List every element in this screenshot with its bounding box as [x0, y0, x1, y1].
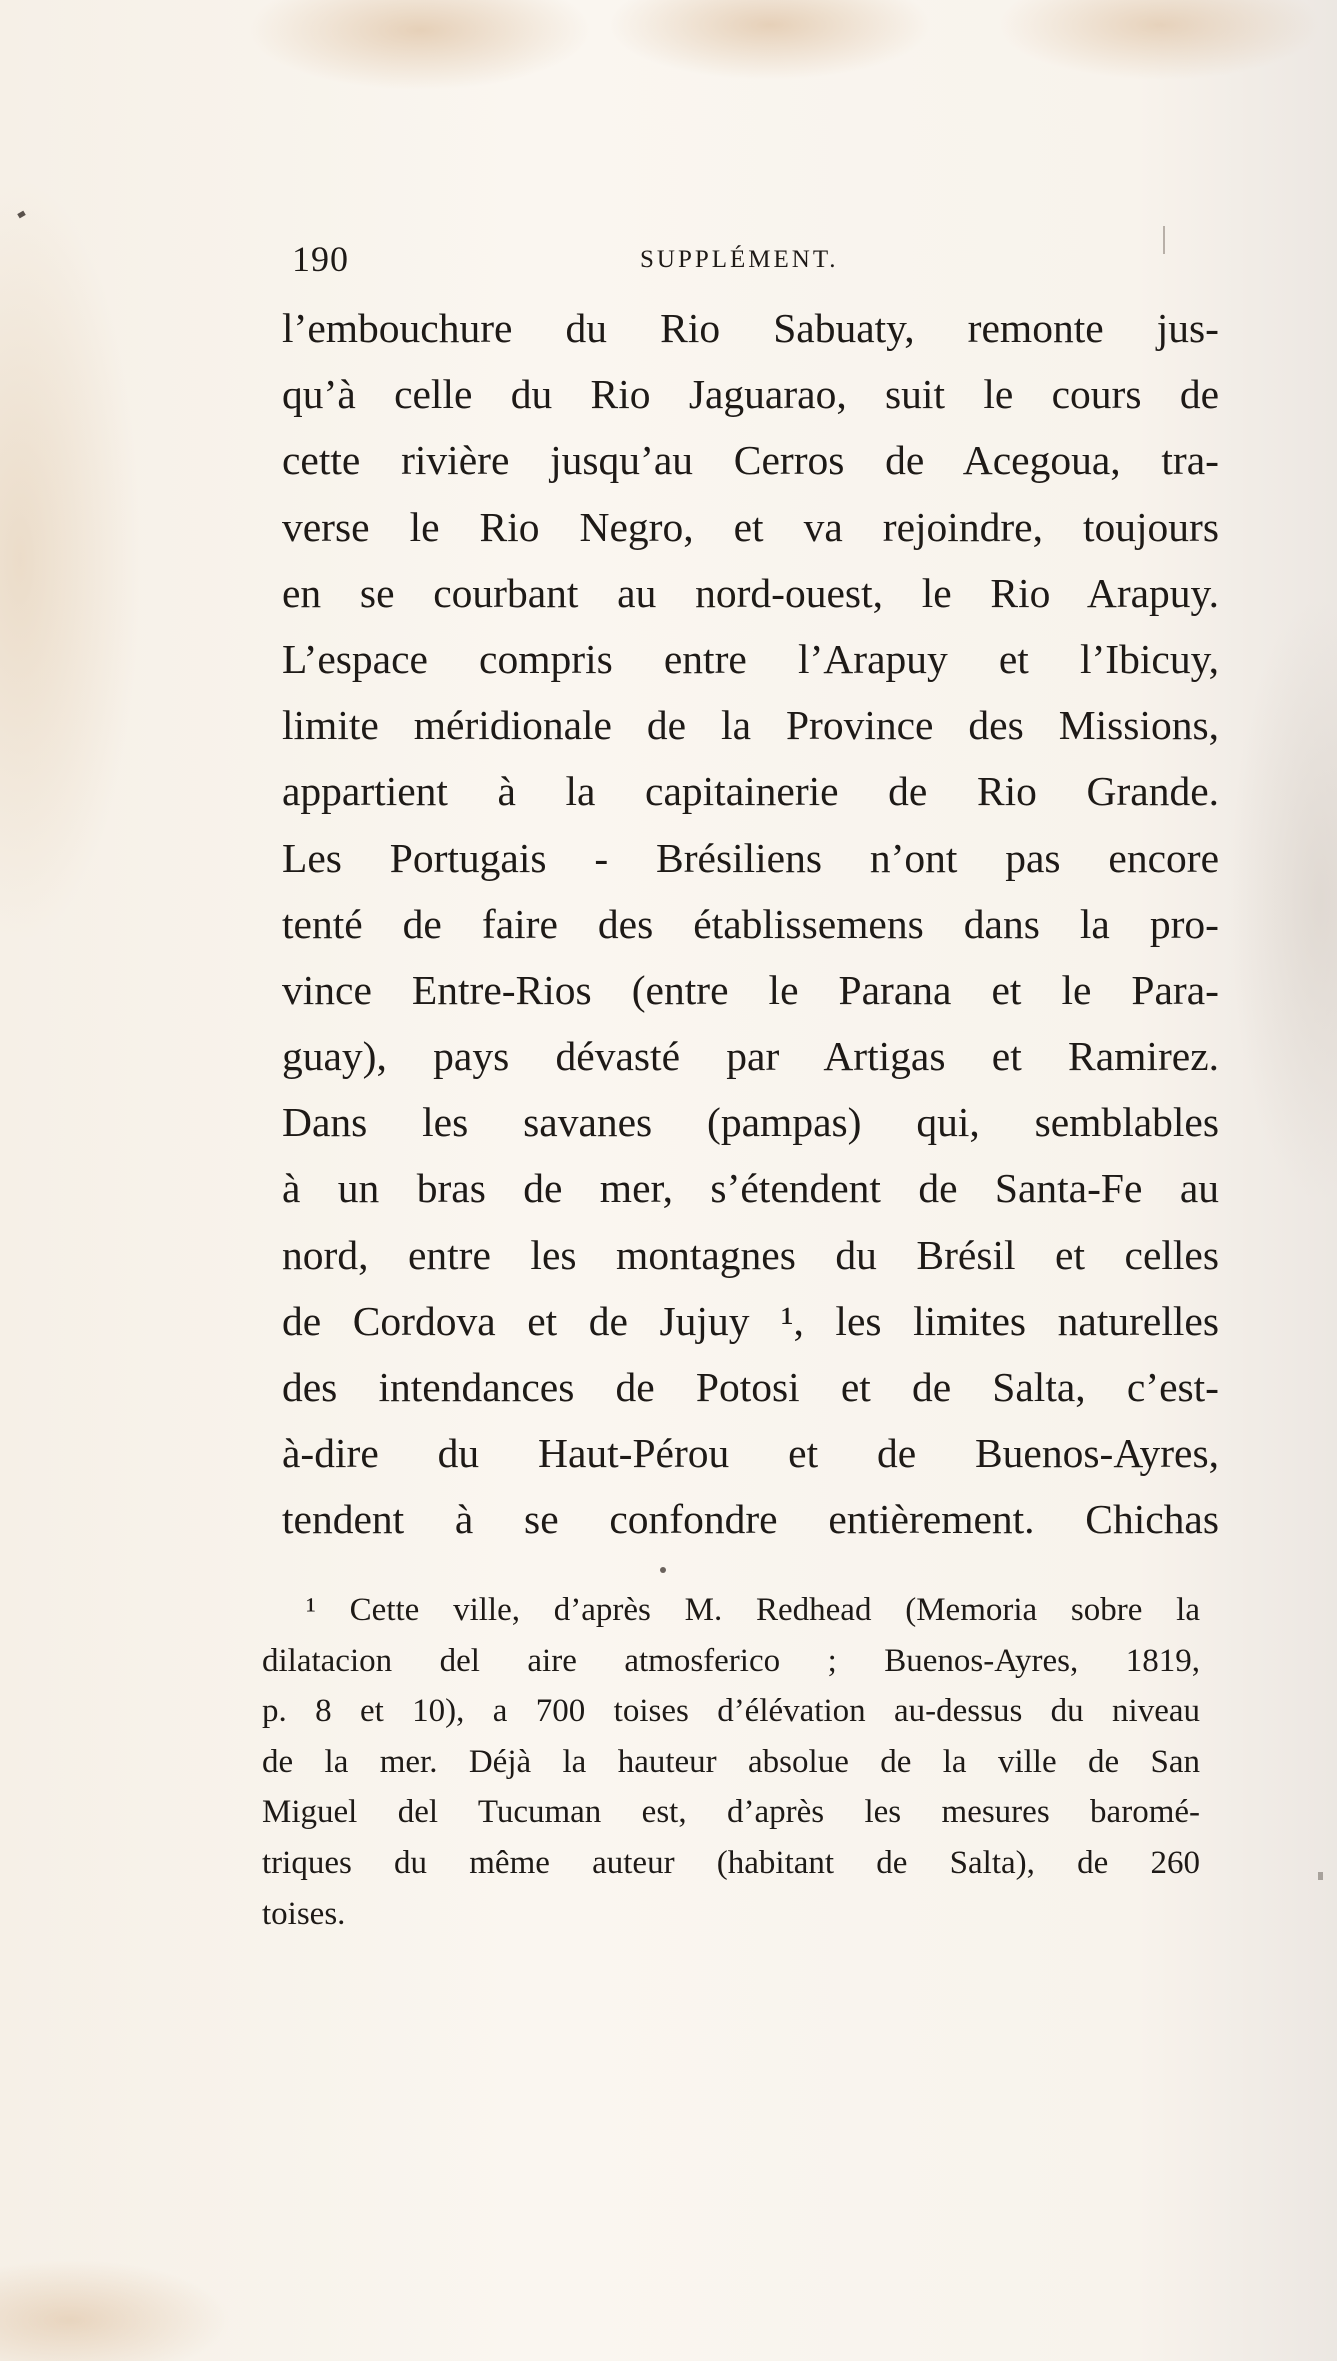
- body-line: vince Entre-Rios (entre le Parana et le Para-: [282, 966, 1219, 1013]
- body-line: appartient à la capitainerie de Rio Grande.: [282, 768, 1219, 815]
- body-line: guay), pays dévasté par Artigas et Ramirez.: [282, 1033, 1219, 1080]
- body-line: verse le Rio Negro, et va rejoindre, toujours: [282, 503, 1219, 550]
- running-title: SUPPLÉMENT.: [640, 246, 839, 273]
- body-line: en se courbant au nord-ouest, le Rio Arapuy.: [282, 569, 1219, 616]
- ink-speck: [17, 211, 26, 219]
- body-text: [282, 295, 1219, 1553]
- body-line: cette rivière jusqu’au Cerros de Acegoua, tra-: [282, 437, 1219, 484]
- body-line: Les Portugais - Brésiliens n’ont pas encore: [282, 834, 1219, 881]
- page-number: 190: [292, 239, 349, 279]
- footnote-line: dilatacion del aire atmosferico ; Buenos-Ayres, 1819,: [262, 1642, 1200, 1679]
- body-line: nord, entre les montagnes du Brésil et celles: [282, 1231, 1219, 1278]
- body-line: des intendances de Potosi et de Salta, c’est-: [282, 1364, 1219, 1410]
- body-line: qu’à celle du Rio Jaguarao, suit le cours de: [282, 371, 1219, 418]
- footnote-line: toises.: [262, 1895, 346, 1932]
- footnote-line: p. 8 et 10), a 700 toises d’élévation au-dessus du niveau: [262, 1693, 1200, 1730]
- body-line: Dans les savanes (pampas) qui, semblables: [282, 1099, 1219, 1146]
- footnote-line: de la mer. Déjà la hauteur absolue de la ville de San: [262, 1743, 1200, 1780]
- body-line: de Cordova et de Jujuy ¹, les limites naturelles: [282, 1297, 1219, 1344]
- ink-speck: [1163, 226, 1165, 254]
- body-line: L’espace compris entre l’Arapuy et l’Ibicuy,: [282, 635, 1219, 682]
- ink-speck: [1318, 1872, 1323, 1880]
- body-line: à-dire du Haut-Pérou et de Buenos-Ayres,: [282, 1430, 1219, 1477]
- footnote-line: ¹ Cette ville, d’après M. Redhead (Memoria sobre la: [306, 1592, 1200, 1628]
- footnote-line: triques du même auteur (habitant de Salta), de 260: [262, 1844, 1200, 1881]
- body-line: l’embouchure du Rio Sabuaty, remonte jus-: [282, 305, 1219, 351]
- body-line: à un bras de mer, s’étendent de Santa-Fe au: [282, 1165, 1219, 1212]
- body-line: limite méridionale de la Province des Missions,: [282, 702, 1219, 749]
- running-head: [280, 238, 1220, 282]
- footnote-line: Miguel del Tucuman est, d’après les mesures baromé-: [262, 1794, 1200, 1831]
- body-line: tendent à se confondre entièrement. Chichas: [282, 1496, 1219, 1543]
- body-line: tenté de faire des établissemens dans la pro-: [282, 900, 1219, 947]
- footnote: [262, 1585, 1200, 1939]
- ink-speck: [660, 1567, 666, 1573]
